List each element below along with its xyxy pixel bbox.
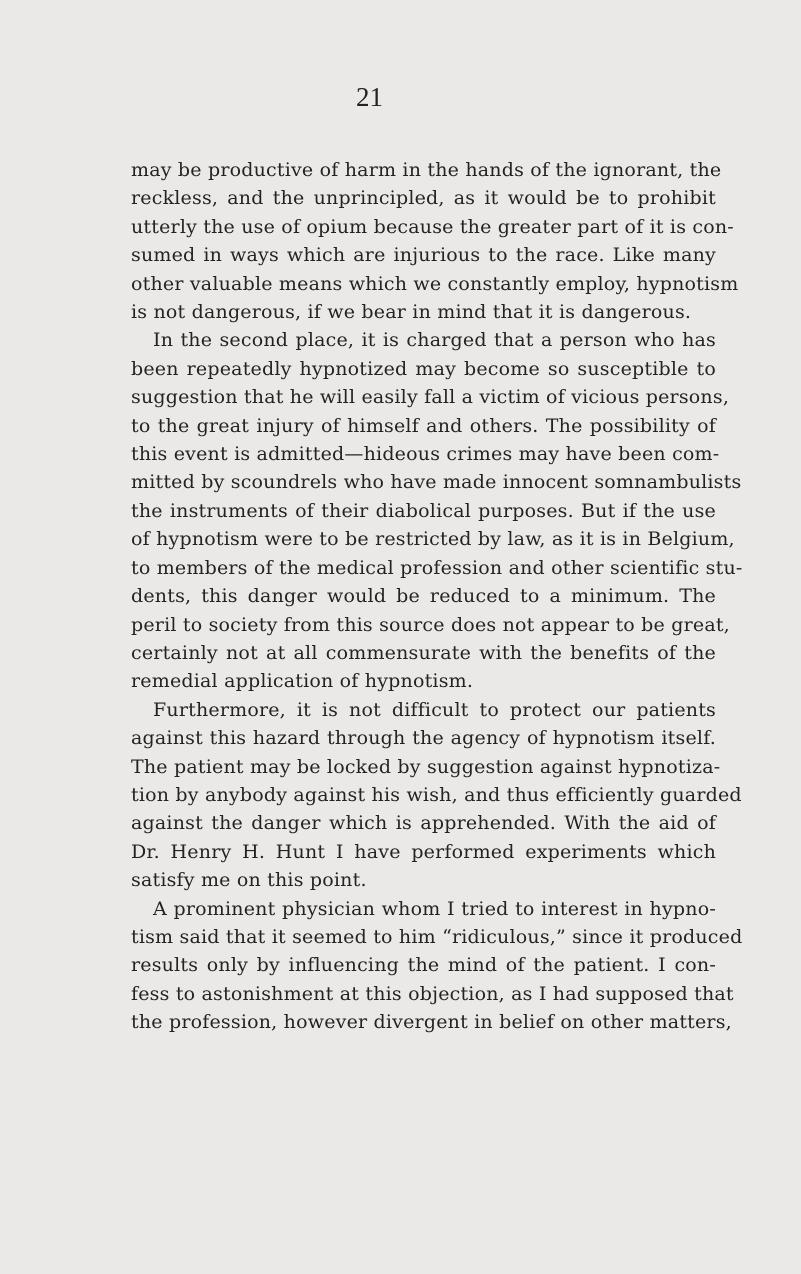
text-line: In the second place, it is charged that a person who has [153, 329, 716, 352]
text-line: tion by anybody against his wish, and thus efficiently guarded [131, 783, 742, 806]
text-line: this event is admitted—hideous crimes may have been com- [131, 443, 720, 466]
text-line: Dr. Henry H. Hunt I have performed experiments which [131, 840, 716, 863]
text-line: reckless, and the unprincipled, as it would be to prohibit [131, 187, 716, 210]
text-line: The patient may be locked by suggestion against hypnotiza- [131, 755, 721, 778]
text-line: to members of the medical profession and other scientific stu- [131, 556, 743, 579]
text-line: sumed in ways which are injurious to the race. Like many [131, 244, 716, 267]
text-line: certainly not at all commensurate with the benefits of the [131, 641, 716, 664]
text-line: Furthermore, it is not difficult to protect our patients [153, 698, 716, 721]
body-text [131, 156, 743, 1037]
text-line: against the danger which is apprehended. With the aid of [131, 812, 716, 835]
page-number: 21 [356, 82, 383, 112]
text-line: mitted by scoundrels who have made innocent somnambulists [131, 471, 742, 494]
text-line: the profession, however divergent in belief on other matters, [131, 1011, 732, 1034]
text-line: may be productive of harm in the hands of the ignorant, the [131, 159, 722, 181]
text-line: to the great injury of himself and others. The possibility of [131, 414, 716, 437]
text-line: suggestion that he will easily fall a victim of vicious persons, [131, 386, 730, 409]
text-line: satisfy me on this point. [131, 869, 367, 892]
text-line: other valuable means which we constantly employ, hypnotism [131, 272, 739, 295]
text-line: been repeatedly hypnotized may become so susceptible to [131, 357, 716, 380]
text-line: against this hazard through the agency of hypnotism itself. [131, 727, 716, 750]
text-line: peril to society from this source does not appear to be great, [131, 613, 730, 636]
text-line: dents, this danger would be reduced to a minimum. The [131, 585, 716, 608]
text-line: remedial application of hypnotism. [131, 670, 474, 693]
text-line: utterly the use of opium because the greater part of it is con- [131, 215, 734, 238]
text-line: the instruments of their diabolical purposes. But if the use [131, 499, 716, 522]
text-line: tism said that it seemed to him “ridiculous,” since it produced [131, 925, 743, 948]
text-line: of hypnotism were to be restricted by law, as it is in Belgium, [131, 528, 735, 551]
text-line: is not dangerous, if we bear in mind that it is dangerous. [131, 301, 692, 324]
text-line: results only by influencing the mind of the patient. I con- [131, 954, 716, 977]
text-line: fess to astonishment at this objection, as I had supposed that [131, 982, 734, 1005]
text-line: A prominent physician whom I tried to interest in hypno- [153, 897, 716, 920]
